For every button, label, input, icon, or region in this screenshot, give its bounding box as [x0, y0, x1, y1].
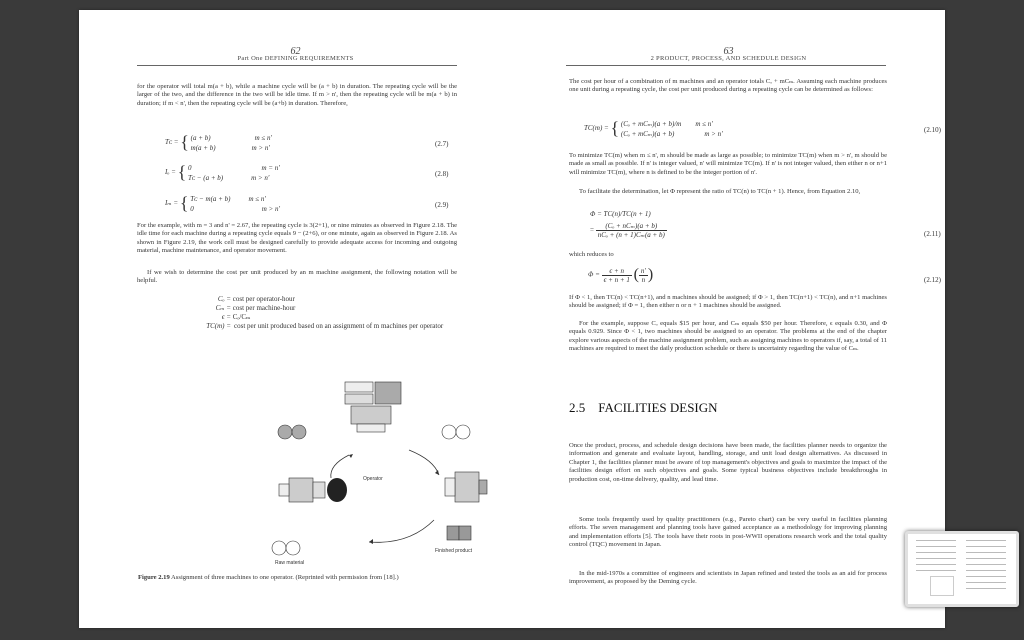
section-paragraph-1: Once the product, process, and schedule design decisions have been made, the facilities planner needs to organize the information and generate and evaluate layout, handling, storage, and unit load design alternatives. As discussed in Chapter 1, the facilities planner must be aware of top management's objectives and goals to maximize the impact of the facilities design effort on such objectives and goals. Some typical business objectives include breakthroughs in production cost, on-time delivery, quality, and lead time. — [569, 442, 887, 483]
equation-row-cond: m ≤ n' — [248, 194, 266, 203]
equation-lhs: TC(m) = — [584, 124, 609, 133]
equation-row-cond: m > n' — [261, 204, 281, 213]
equation-row-expr: 0 — [190, 204, 194, 213]
equation-row-cond: m > n' — [251, 173, 270, 182]
equation-2-9: Iₘ = { Tᴄ − m(a + b) m ≤ n' 0 m > n' — [165, 193, 281, 213]
equation-lhs: Φ = — [588, 270, 600, 279]
machine-right — [445, 472, 487, 502]
cycle-arrow — [369, 520, 434, 542]
page-thumbnail[interactable] — [905, 531, 1019, 607]
fraction-numerator: ϵ + n — [602, 267, 632, 276]
minimize-paragraph: To minimize TC(m) when m ≤ n', m should be made as large as possible; to minimize TC(m) when m > n', m should be made as small as possible. If n' is integer valued, n' will minimize TC(m). If n' is not integer valued, then either n or n+1 will minimize TC(m), where n is defined to be the integer portion of n'. — [569, 152, 887, 176]
finished-product-bin — [447, 526, 459, 540]
equation-row-expr: (Cₒ + mCₘ)(a + b)/m — [620, 119, 682, 128]
notation-list — [175, 295, 455, 331]
cycle-arrow — [331, 455, 349, 478]
left-page — [79, 10, 512, 628]
machine-left — [279, 478, 347, 502]
equation-row-expr: (Cₒ + mCₘ)(a + b) — [620, 129, 675, 138]
container-icon — [442, 425, 456, 439]
equation-number: (2.8) — [435, 170, 449, 178]
raw-material-label: Raw material — [275, 560, 305, 566]
equation-2-7: Tᴄ = { (a + b) m ≤ n' m(a + b) m > n' — [165, 132, 272, 152]
equation-lhs: Iₒ = — [165, 168, 176, 177]
notation-item: ϵ = Cₒ/Cₘ — [221, 313, 251, 321]
equation-2-11-line1: Φ = TC(n)/TC(n + 1) — [590, 210, 651, 218]
operator-label: Operator — [363, 476, 383, 482]
facilitate-paragraph: To facilitate the determination, let Φ represent the ratio of TC(n) to TC(n + 1). Hence, from Equation 2.10, — [579, 188, 861, 195]
equation-row-expr: Tᴄ − m(a + b) — [190, 194, 231, 203]
section-heading — [569, 400, 718, 416]
figure-caption — [138, 573, 458, 582]
equation-row-expr: Tᴄ − (a + b) — [187, 173, 224, 182]
example-paragraph: For the example, with m = 3 and n' = 2.67, the repeating cycle is 3(2+1), or nine minutes as observed in Figure 2.18. The idle time for each machine during a repeating cycle equals 9 − (2+6), or one minute, again as observed in Figure 2.18. As shown in Figure 2.19, the work cell must be designed carefully to provide adequate access for incoming and outgoing material, machine maintenance, and operator movement. — [137, 222, 457, 255]
page-number: 63 — [723, 46, 734, 57]
fraction-denominator: ϵ + n + 1 — [603, 275, 630, 284]
equation-number: (2.12) — [924, 276, 941, 284]
equation-number: (2.11) — [924, 230, 941, 238]
equation-row-cond: m > n' — [251, 143, 270, 152]
equation-row-cond: m > n' — [704, 129, 723, 138]
section-number: 2.5 — [569, 400, 586, 415]
running-head: Part One DEFINING REQUIREMENTS — [237, 55, 354, 62]
equation-2-10: TC(m) = { (Cₒ + mCₘ)(a + b)/m m ≤ n' (Cₒ + mCₘ)(a + b) m > n' — [584, 118, 723, 138]
equation-2-8: Iₒ = { 0 m = n' Tᴄ − (a + b) m > n' — [165, 162, 280, 182]
paren-bottom: n — [641, 275, 646, 284]
cycle-arrow — [409, 450, 439, 475]
raw-material-bin — [286, 541, 300, 555]
equation-row-expr: (a + b) — [190, 133, 211, 142]
equation-lhs: Tᴄ = — [165, 138, 179, 147]
raw-material-bin — [272, 541, 286, 555]
intro-paragraph: The cost per hour of a combination of m machines and an operator totals Cₒ + mCₘ. Assuming each machine produces one unit during a repeating cycle, the cost per unit produced during a repeating cycle can be determined as follows: — [569, 78, 887, 94]
container-icon — [292, 425, 306, 439]
equation-row-cond: m ≤ n' — [254, 133, 272, 142]
book-spread — [79, 10, 945, 628]
notation-item: TC(m) = cost per unit produced based on an assignment of m machines per operator — [206, 322, 444, 330]
running-head: 2 PRODUCT, PROCESS, AND SCHEDULE DESIGN — [650, 55, 807, 62]
finished-product-bin — [459, 526, 471, 540]
example-paragraph: For the example, suppose Cₒ equals $15 per hour, and Cₘ equals $50 per hour. Therefore, ϵ equals 0.30, and Φ equals 0.929. Since Φ < 1, two machines should be assigned to an operator. The problems at the end of the chapter explore various aspects of the machine assignment problem, such as assigning machines to operators if, say, a total of 11 machines are required to meet the daily production schedule or there is uncertainty regarding the value of Cₘ. — [569, 320, 887, 353]
equation-lhs: Iₘ = — [165, 199, 179, 208]
container-icon — [278, 425, 292, 439]
section-paragraph-2: Some tools frequently used by quality practitioners (e.g., Pareto chart) can be very useful in facilities planning efforts. The seven management and planning tools have gained acceptance as a methodology for improving planning and implementation efforts [5]. The tools have their roots in post-WWII operations research work and the total quality control (TQC) movement in Japan. — [569, 516, 887, 549]
equation-number: (2.9) — [435, 201, 449, 209]
caption-text: Assignment of three machines to one operator. (Reprinted with permission from [18].) — [171, 574, 399, 581]
right-page — [512, 10, 945, 628]
section-paragraph-3: In the mid-1970s a committee of engineers and scientists in Japan refined and tested the tools as an aid for process improvement, as proposed by the Deming cycle. — [569, 570, 887, 586]
equation-2-12: Φ = $\frac{\epsilon + n}{\epsilon + n + 1}$ ( $\frac{n'}{n}$ ) — [588, 266, 654, 284]
equation-row-cond: m = n' — [261, 163, 280, 172]
paren-top: n' — [640, 266, 646, 275]
reduces-text: which reduces to — [569, 251, 614, 258]
header-rule — [566, 65, 886, 66]
page-number: 62 — [290, 46, 301, 57]
equation-row-cond: m ≤ n' — [695, 119, 713, 128]
finished-product-label: Finished product — [435, 548, 472, 554]
machine-top — [345, 382, 401, 432]
fraction-numerator: (Cₒ + nCₘ)(a + b) — [596, 222, 667, 231]
section-title: FACILITIES DESIGN — [598, 400, 718, 415]
figure-2-19 — [259, 380, 499, 570]
equation-row-expr: 0 — [187, 163, 192, 172]
container-icon — [456, 425, 470, 439]
notation-item: Cₒ = cost per operator-hour — [217, 295, 295, 303]
caption-label: Figure 2.19 — [138, 574, 170, 581]
equation-row-expr: m(a + b) — [190, 143, 216, 152]
notation-item: Cₘ = cost per machine-hour — [215, 304, 296, 312]
intro-paragraph: for the operator will total m(a + b), while a machine cycle will be (a + b) in duration. The repeating cycle will be the larger of the two, and the difference in the two will be idle time. If m > n', then the repeating cycle will be m(a + b) in duration; if m < n', then the repeating cycle will be (a+b) in duration. Therefore, — [137, 83, 457, 107]
fraction-denominator: nCₒ + (n + 1)Cₘ(a + b) — [597, 231, 665, 239]
equation-2-11: = $\frac{\text{(Cₒ + nCₘ)(a + b)}}{\text{nCₒ + (n + 1)Cₘ(a + b)}}$ — [590, 222, 665, 239]
header-rule — [137, 65, 457, 66]
notation-intro: If we wish to determine the cost per unit produced by an m machine assignment, the following notation will be helpful. — [137, 269, 457, 285]
equation-number: (2.10) — [924, 126, 941, 134]
equation-number: (2.7) — [435, 140, 449, 148]
rule-paragraph: If Φ < 1, then TC(n) < TC(n+1), and n machines should be assigned; if Φ > 1, then TC(n+1) < TC(n), and n+1 machines should be assigned; if Φ = 1, then either n or n + 1 machines should be assigned. — [569, 294, 887, 310]
